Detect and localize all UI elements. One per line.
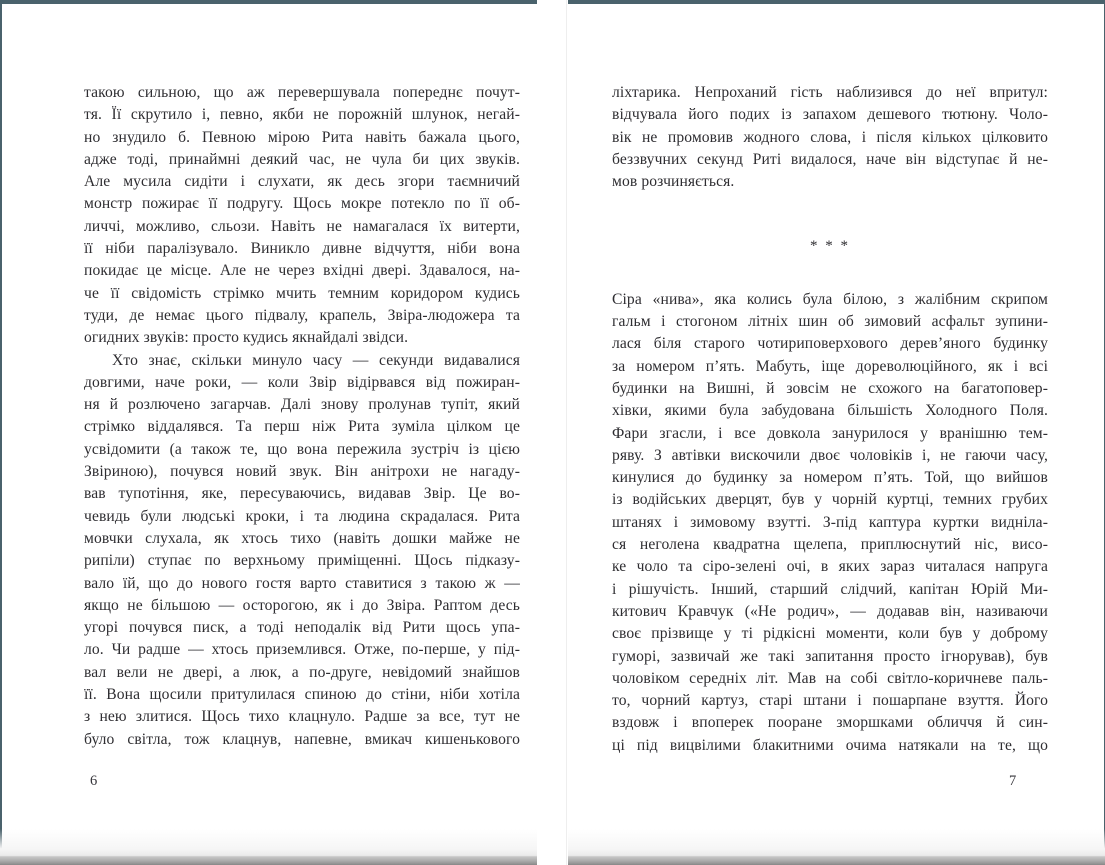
paragraph <box>84 82 520 350</box>
text-line: туди, де немає цього підвалу, крапель, Звіра-людожера та <box>84 306 520 324</box>
text-line: ліхтарика. Непроханий гість наблизився до неї впритул: <box>612 84 1048 101</box>
paragraph <box>612 82 1048 193</box>
text-line: ряву. З автівки вискочили двоє чоловіків і, не гаючи часу, <box>612 446 1048 464</box>
text-line: за номером п’ять. Мабуть, іще дореволюційного, як і всі <box>612 357 1048 375</box>
text-line: своє прізвище у ті рідкісні моменти, коли був у доброму <box>612 625 1048 643</box>
text-line: ся неголена квадратна щелепа, приплюснутий ніс, висо- <box>612 536 1048 554</box>
text-line: но знудило б. Певною мірою Рита навіть бажала цього, <box>84 128 520 146</box>
text-line: з нею злитися. Щось тихо клацнуло. Радше за все, тут не <box>84 708 520 726</box>
page-bottom-shadow-right <box>568 829 1105 865</box>
page-text-right <box>612 82 1048 757</box>
text-line: усвідомити (а також те, що вона пережила зустріч із цією <box>84 440 520 458</box>
text-line: і рішучість. Інший, старший слідчий, капітан Юрій Ми- <box>612 580 1048 598</box>
text-line: вал вели не двері, а люк, а по-друге, невідомий знайшов <box>84 663 520 681</box>
text-line: було світла, тож клацнув, напевне, вмикач кишенькового <box>84 730 520 748</box>
page-number-left: 6 <box>90 773 98 789</box>
text-line: то, чорний картуз, старі штани і пошарпане взуття. Його <box>612 692 1048 710</box>
text-line: відчувала його подих із запахом дешевого тютюну. Чоло- <box>612 106 1048 124</box>
text-line: хівки, якими була забудована більшість Холодного Поля. <box>612 402 1048 420</box>
text-line: огидних звуків: просто кудись якнайдалі звідси. <box>84 329 409 347</box>
text-line: рипіли) ступає по верхньому приміщенні. Щось підказу- <box>84 552 520 570</box>
text-line: стрімко віддалявся. Та перш ніж Рита зуміла цілком це <box>84 418 520 436</box>
text-line: чоловіком середніх літ. Мав на собі світло-коричневе паль- <box>612 669 1048 687</box>
text-line: ке чоло та сіро-зелені очі, в яких зараз читалася напруга <box>612 558 1048 576</box>
text-line: гуморі, зазвичай же такі запитання просто ігнорував), був <box>612 647 1048 665</box>
text-line: ня й розлючено загарчав. Далі знову пролунав тупіт, який <box>84 396 520 414</box>
text-line: Звіриною), почувся новий звук. Він анітрохи не нагаду- <box>84 463 520 481</box>
text-line: тя. Її скрутило і, певно, якби не порожній шлунок, негай- <box>84 106 520 124</box>
text-line: її. Вона щосили притулилася спиною до стіни, ніби хотіла <box>84 686 520 704</box>
text-line: довгими, наче роки, — коли Звір відірвався від пожиран- <box>84 373 520 391</box>
page-text-left <box>84 82 520 751</box>
text-line: вік не промовив жодного слова, і після кількох цілковито <box>612 128 1048 146</box>
text-line: кинулися до будинку за номером п’ять. Той, що вийшов <box>612 469 1048 487</box>
section-separator: * * * <box>810 238 850 255</box>
text-line: беззвучних секунд Риті видалося, наче він відступає й не- <box>612 150 1048 168</box>
text-line: якщо не більшою — осторогою, як і до Звіра. Раптом десь <box>84 596 520 614</box>
text-line: штанях і зимовому взутті. З-під каптура куртки видніла- <box>612 513 1048 531</box>
text-line: гальм і стогоном літніх шин об зимовий асфальт зупини- <box>612 313 1048 331</box>
text-line: личчі, можливо, сльози. Навіть не намагалася їх витерти, <box>84 217 520 235</box>
text-line: вало їй, що до нового гостя варто ставитися з такою ж — <box>84 574 520 592</box>
text-line: будинки на Вишні, й зовсім не схожого на багатоповер- <box>612 379 1048 397</box>
text-line: вав тупотіння, яке, пересуваючись, видавав Звір. Це во- <box>84 485 520 503</box>
text-line: її ніби паралізувало. Виникло дивне відчуття, ніби вона <box>84 240 520 258</box>
text-line: мов розчиняється. <box>612 173 735 191</box>
text-line: адже тоді, принаймні деякий час, не чула би цих звуків. <box>84 150 520 168</box>
text-line: Сіра «нива», яка колись була білою, з жалібним скрипом <box>612 290 1048 308</box>
text-line: че її свідомість стрімко мчить темним коридором кудись <box>84 284 520 302</box>
text-line: ло. Чи радше — хтось приземлився. Отже, по-перше, у під- <box>84 641 520 659</box>
text-line: Але мусила сидіти і слухати, як десь згори таємничий <box>84 173 520 191</box>
text-line: покидає це місце. Але не через вхідні двері. Здавалося, на- <box>84 262 520 280</box>
text-line: ці під вицвілими блакитними очима натякали на те, що <box>612 736 1048 754</box>
text-line: мовчки слухала, як хтось тихо (навіть дошки майже не <box>84 529 520 547</box>
paragraph <box>612 289 1048 757</box>
paragraph <box>84 350 520 751</box>
text-line: вздовж і впоперек пооране зморшками обличчя й син- <box>612 714 1048 732</box>
spine-divider <box>566 0 567 865</box>
text-line: такою сильною, що аж перевершувала попереднє почут- <box>84 84 520 101</box>
text-line: китович Кравчук («Не родич», — додавав він, називаючи <box>612 602 1048 620</box>
text-line: угорі почувся писк, а тоді неподалік від Рити щось упа- <box>84 619 520 637</box>
text-line: Хто знає, скільки минуло часу — секунди видавалися <box>112 351 520 369</box>
text-line: чевидь були людські кроки, і та людина скрадалася. Рита <box>84 507 520 525</box>
text-line: із водійських дверцят, був у чорній куртці, темних грубих <box>612 491 1048 509</box>
page-bottom-shadow-left <box>0 829 537 865</box>
page-number-right: 7 <box>1009 773 1017 789</box>
text-line: монстр пожирає її подругу. Щось мокре потекло по її об- <box>84 195 520 213</box>
text-line: лася біля старого чотириповерхового дерев’яного будинку <box>612 335 1048 353</box>
text-line: Фари згасли, і все довкола занурилося у вранішню тем- <box>612 424 1048 442</box>
